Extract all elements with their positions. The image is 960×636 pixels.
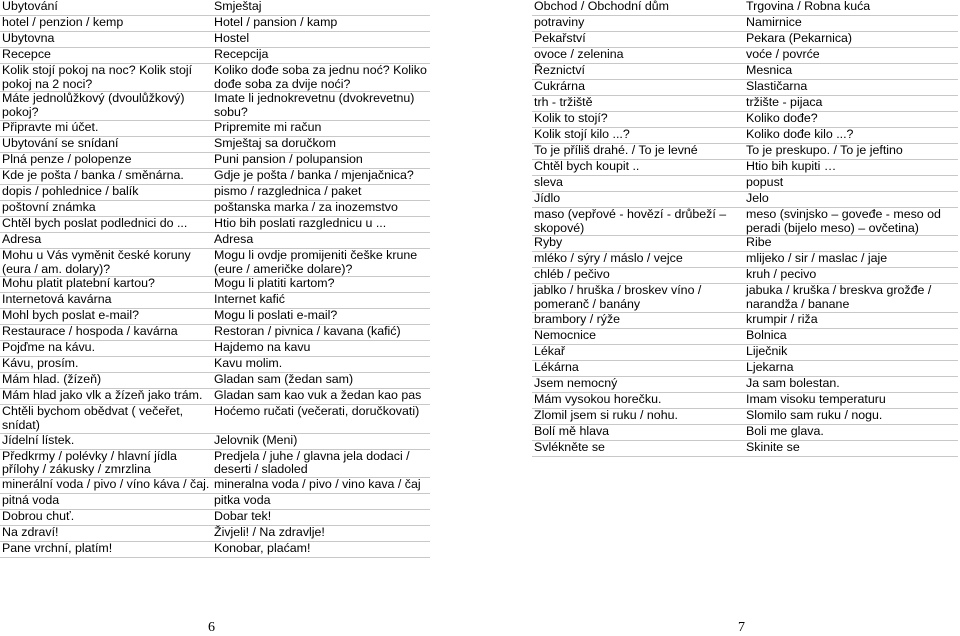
phrase-row — [532, 64, 958, 80]
czech-phrase: Cukrárna — [534, 79, 585, 93]
czech-phrase: Jídlo — [534, 191, 561, 205]
croatian-phrase: Smještaj — [214, 0, 262, 13]
phrase-row — [532, 48, 958, 64]
phrase-row — [0, 248, 430, 276]
croatian-phrase: popust — [746, 175, 784, 189]
czech-phrase: minerální voda / pivo / víno káva / čaj. — [2, 477, 210, 492]
czech-phrase: Máte jednolůžkový (dvoulůžkový) pokoj? — [2, 91, 185, 120]
czech-phrase: Mohl bych poslat e-mail? — [2, 308, 140, 323]
czech-phrase: chléb / pečivo — [534, 267, 610, 282]
croatian-phrase: Restoran / pivnica / kavana (kafić) — [214, 324, 401, 339]
phrase-row — [532, 252, 958, 268]
croatian-phrase: Hajdemo na kavu — [214, 340, 311, 355]
phrase-table-left — [0, 0, 430, 558]
phrase-row — [532, 112, 958, 128]
czech-phrase: Na zdraví! — [2, 525, 59, 540]
czech-phrase: Jsem nemocný — [534, 375, 618, 390]
left-page — [0, 0, 428, 558]
croatian-phrase: Koliko dođe soba za jednu noć? Koliko dođe soba za dvije noći? — [214, 63, 427, 91]
czech-phrase: trh - tržiště — [534, 95, 593, 109]
czech-phrase: brambory / rýže — [534, 311, 621, 326]
phrase-row — [0, 309, 430, 325]
croatian-phrase: Boli me glava. — [746, 423, 824, 438]
phrase-row — [0, 16, 430, 32]
czech-phrase: Lékař — [534, 343, 565, 358]
croatian-phrase: Jelovnik (Meni) — [214, 432, 298, 447]
czech-phrase: Jídelní lístek. — [2, 432, 75, 447]
phrase-row — [532, 408, 958, 424]
phrase-row — [0, 293, 430, 309]
phrase-row — [0, 152, 430, 168]
croatian-phrase: Hoćemo ručati (večerati, doručkovati) — [214, 404, 420, 419]
croatian-phrase: Slomilo sam ruku / nogu. — [746, 407, 883, 422]
croatian-phrase: Htio bih poslati razglednicu u ... — [214, 215, 387, 230]
czech-phrase: Internetová kavárna — [2, 292, 112, 307]
phrase-row — [532, 284, 958, 312]
croatian-phrase: mlijeko / sir / maslac / jaje — [746, 251, 888, 266]
croatian-phrase: Skinite se — [746, 439, 800, 454]
croatian-phrase: Konobar, plaćam! — [214, 541, 311, 556]
czech-phrase: Kolik to stojí? — [534, 111, 608, 125]
phrase-row — [532, 176, 958, 192]
croatian-phrase: Mogu li ovdje promijeniti češke krune (eure / američke dolare)? — [214, 247, 418, 276]
phrase-row — [532, 208, 958, 236]
croatian-phrase: mineralna voda / pivo / vino kava / čaj — [214, 477, 421, 492]
croatian-phrase: Puni pansion / polupansion — [214, 151, 363, 166]
croatian-phrase: Htio bih kupiti … — [746, 159, 837, 173]
czech-phrase: mléko / sýry / máslo / vejce — [534, 251, 683, 266]
czech-phrase: Recepce — [2, 47, 51, 61]
czech-phrase: maso (vepřové - hovězí - drůbeží – skopové) — [534, 207, 727, 235]
croatian-phrase: Ja sam bolestan. — [746, 375, 840, 390]
czech-phrase: Pojďme na kávu. — [2, 340, 96, 355]
phrase-row — [532, 268, 958, 284]
phrase-row — [0, 389, 430, 405]
croatian-phrase: Pekara (Pekarnica) — [746, 31, 853, 45]
croatian-phrase: To je preskupo. / To je jeftino — [746, 143, 903, 157]
phrase-row — [0, 373, 430, 389]
czech-phrase: Chtěl bych poslat podlednici do ... — [2, 215, 188, 230]
croatian-phrase: kruh / pecivo — [746, 267, 817, 282]
czech-phrase: Obchod / Obchodní dům — [534, 0, 670, 13]
croatian-phrase: Pripremite mi račun — [214, 119, 322, 134]
croatian-phrase: Gdje je pošta / banka / mjenjačnica? — [214, 167, 414, 182]
czech-phrase: Zlomil jsem si ruku / nohu. — [534, 407, 678, 422]
phrase-row — [0, 433, 430, 449]
phrase-row — [532, 376, 958, 392]
czech-phrase: Restaurace / hospoda / kavárna — [2, 324, 178, 339]
phrase-row — [532, 424, 958, 440]
phrase-row — [0, 478, 430, 494]
phrase-row — [0, 48, 430, 64]
phrase-row — [0, 216, 430, 232]
phrase-row — [532, 192, 958, 208]
phrase-row — [0, 232, 430, 248]
croatian-phrase: Jelo — [746, 191, 769, 205]
czech-phrase: ovoce / zelenina — [534, 47, 624, 61]
czech-phrase: Mám hlad jako vlk a žízeň jako trám. — [2, 388, 203, 403]
croatian-phrase: Slastičarna — [746, 79, 808, 93]
croatian-phrase: Imate li jednokrevetnu (dvokrevetnu) sobu? — [214, 91, 415, 120]
czech-phrase: Kde je pošta / banka / směnárna. — [2, 167, 184, 182]
phrase-row — [0, 405, 430, 433]
croatian-phrase: Predjela / juhe / glavna jela dodaci / deserti / sladoled — [214, 448, 410, 477]
phrase-row — [0, 168, 430, 184]
czech-phrase: Adresa — [2, 231, 42, 246]
phrase-row — [532, 80, 958, 96]
czech-phrase: Ubytovna — [2, 31, 55, 45]
czech-phrase: Chtěl bych koupit .. — [534, 159, 640, 173]
czech-phrase: Plná penze / polopenze — [2, 151, 132, 166]
phrase-row — [0, 200, 430, 216]
czech-phrase: Mám hlad. (žízeň) — [2, 372, 102, 387]
phrase-row — [0, 184, 430, 200]
phrase-table-right — [532, 0, 958, 457]
czech-phrase: pitná voda — [2, 493, 60, 508]
czech-phrase: Ubytování — [2, 0, 58, 13]
phrase-row — [532, 328, 958, 344]
croatian-phrase: Internet kafić — [214, 292, 285, 307]
phrase-row — [532, 96, 958, 112]
czech-phrase: Mohu platit platební kartou? — [2, 276, 155, 291]
phrase-row — [0, 0, 430, 16]
croatian-phrase: Dobar tek! — [214, 509, 272, 524]
croatian-phrase: Bolnica — [746, 327, 787, 342]
phrase-row — [0, 542, 430, 558]
croatian-phrase: krumpir / riža — [746, 311, 818, 326]
croatian-phrase: Imam visoku temperaturu — [746, 391, 886, 406]
phrase-row — [532, 32, 958, 48]
croatian-phrase: Trgovina / Robna kuća — [746, 0, 871, 13]
croatian-phrase: Namirnice — [746, 15, 802, 29]
phrase-row — [532, 440, 958, 456]
czech-phrase: Kávu, prosím. — [2, 356, 79, 371]
croatian-phrase: poštanska marka / za inozemstvo — [214, 199, 398, 214]
croatian-phrase: Hotel / pansion / kamp — [214, 15, 338, 29]
croatian-phrase: Gladan sam kao vuk a žedan kao pas — [214, 388, 422, 403]
croatian-phrase: Ljekarna — [746, 359, 794, 374]
phrase-row — [532, 160, 958, 176]
phrase-row — [0, 449, 430, 477]
phrase-row — [532, 360, 958, 376]
croatian-phrase: Ribe — [746, 235, 772, 250]
czech-phrase: Předkrmy / polévky / hlavní jídla přílohy / zákusky / zmrzlina — [2, 448, 177, 477]
phrase-row — [0, 357, 430, 373]
phrase-row — [532, 312, 958, 328]
croatian-phrase: Recepcija — [214, 47, 269, 61]
croatian-phrase: voće / povrće — [746, 47, 820, 61]
croatian-phrase: Smještaj sa doručkom — [214, 135, 336, 150]
page-number-left: 6 — [208, 620, 215, 635]
phrase-row — [532, 344, 958, 360]
croatian-phrase: jabuka / kruška / breskva grožđe / narandža / banane — [746, 283, 932, 312]
phrase-row — [532, 236, 958, 252]
phrase-row — [0, 494, 430, 510]
croatian-phrase: Gladan sam (žedan sam) — [214, 372, 354, 387]
czech-phrase: Chtěli bychom obědvat ( večeřet, snídat) — [2, 404, 184, 432]
czech-phrase: Ubytování se snídaní — [2, 135, 119, 150]
czech-phrase: Svlékněte se — [534, 439, 605, 454]
czech-phrase: Připravte mi účet. — [2, 119, 99, 134]
phrase-row — [532, 144, 958, 160]
croatian-phrase: Liječnik — [746, 343, 788, 358]
croatian-phrase: pismo / razglednica / paket — [214, 183, 362, 198]
croatian-phrase: Mogu li platiti kartom? — [214, 276, 335, 291]
czech-phrase: Ryby — [534, 235, 563, 250]
phrase-row — [0, 277, 430, 293]
phrase-row — [0, 526, 430, 542]
czech-phrase: hotel / penzion / kemp — [2, 15, 124, 29]
phrase-row — [0, 92, 430, 120]
czech-phrase: Mohu u Vás vyměnit české koruny (eura / am. dolary)? — [2, 247, 191, 276]
czech-phrase: To je příliš drahé. / To je levné — [534, 143, 698, 157]
czech-phrase: dopis / pohlednice / balík — [2, 183, 139, 198]
czech-phrase: Kolik stojí pokoj na noc? Kolik stojí pokoj na 2 noci? — [2, 63, 193, 91]
page-number-right: 7 — [738, 620, 745, 635]
phrase-row — [532, 128, 958, 144]
czech-phrase: Pekařství — [534, 31, 586, 45]
croatian-phrase: Hostel — [214, 31, 250, 45]
czech-phrase: Nemocnice — [534, 327, 596, 342]
phrase-row — [0, 136, 430, 152]
croatian-phrase: Živjeli! / Na zdravlje! — [214, 525, 325, 540]
czech-phrase: Pane vrchní, platím! — [2, 541, 113, 556]
croatian-phrase: pitka voda — [214, 493, 271, 508]
croatian-phrase: meso (svinjsko – goveđe - meso od peradi (bijelo meso) – ovčetina) — [746, 207, 941, 235]
croatian-phrase: Mogu li poslati e-mail? — [214, 308, 338, 323]
phrase-row — [532, 392, 958, 408]
phrase-row — [0, 341, 430, 357]
czech-phrase: jablko / hruška / broskev víno / pomeranč / banány — [534, 283, 702, 312]
croatian-phrase: Adresa — [214, 231, 254, 246]
phrase-row — [0, 120, 430, 136]
phrase-row — [532, 0, 958, 16]
right-page — [532, 0, 956, 457]
croatian-phrase: Koliko dođe? — [746, 111, 818, 125]
czech-phrase: Řeznictví — [534, 63, 585, 77]
phrase-row — [0, 32, 430, 48]
croatian-phrase: Koliko dođe kilo ...? — [746, 127, 854, 141]
phrase-row — [0, 510, 430, 526]
croatian-phrase: Kavu molim. — [214, 356, 283, 371]
czech-phrase: Bolí mě hlava — [534, 423, 610, 438]
phrase-row — [0, 325, 430, 341]
czech-phrase: potraviny — [534, 15, 585, 29]
croatian-phrase: Mesnica — [746, 63, 793, 77]
czech-phrase: Kolik stojí kilo ...? — [534, 127, 630, 141]
czech-phrase: Mám vysokou horečku. — [534, 391, 662, 406]
czech-phrase: poštovní známka — [2, 199, 96, 214]
phrase-row — [532, 16, 958, 32]
phrase-row — [0, 64, 430, 92]
czech-phrase: Dobrou chuť. — [2, 509, 75, 524]
czech-phrase: sleva — [534, 175, 563, 189]
croatian-phrase: tržište - pijaca — [746, 95, 823, 109]
czech-phrase: Lékárna — [534, 359, 579, 374]
